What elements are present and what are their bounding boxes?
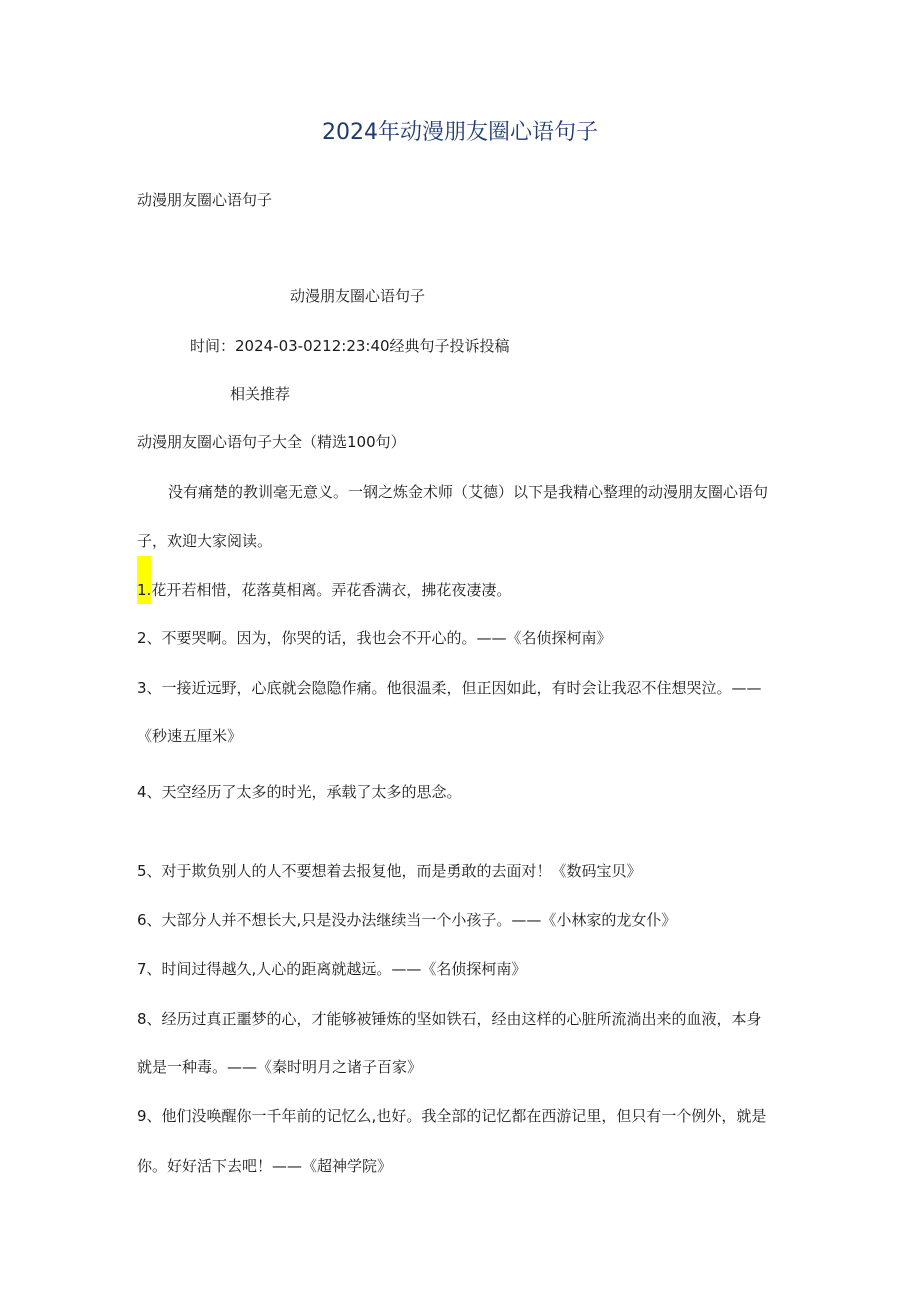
center-heading: 动漫朋友圈心语句子 xyxy=(290,287,426,305)
list-item-continuation: 《秒速五厘米》 xyxy=(137,727,243,745)
intro-paragraph-line-2: 子，欢迎大家阅读。 xyxy=(137,532,273,550)
list-item-continuation: 你。好好活下去吧！——《超神学院》 xyxy=(137,1157,393,1175)
list-item: 7、时间过得越久,人心的距离就越远。——《名侦探柯南》 xyxy=(137,960,527,978)
collection-title: 动漫朋友圈心语句子大全（精选100句） xyxy=(137,433,406,451)
meta-line: 时间：2024-03-0212:23:40经典句子投诉投稿 xyxy=(190,337,510,355)
related-recommendations: 相关推荐 xyxy=(230,385,291,403)
item-number: 1 xyxy=(137,581,147,599)
document-title: 2024年动漫朋友圈心语句子 xyxy=(322,120,598,145)
item-text: .花开若相惜，花落莫相离。弄花香满衣，拂花夜凄凄。 xyxy=(146,581,512,599)
list-item: 2、不要哭啊。因为，你哭的话，我也会不开心的。——《名侦探柯南》 xyxy=(137,629,612,647)
list-item: 9、他们没唤醒你一千年前的记忆么,也好。我全部的记忆都在西游记里，但只有一个例外，就是 xyxy=(137,1107,767,1125)
list-item xyxy=(137,580,511,600)
list-item-continuation: 就是一种毒。——《秦时明月之诸子百家》 xyxy=(137,1058,423,1076)
document-subtitle: 动漫朋友圈心语句子 xyxy=(137,191,273,209)
list-item: 6、大部分人并不想长大,只是没办法继续当一个小孩子。——《小林家的龙女仆》 xyxy=(137,911,677,929)
list-item: 5、对于欺负别人的人不要想着去报复他，而是勇敢的去面对！《数码宝贝》 xyxy=(137,862,642,880)
intro-paragraph-line-1: 没有痛楚的教训毫无意义。一钢之炼金术师（艾德）以下是我精心整理的动漫朋友圈心语句 xyxy=(168,483,769,501)
list-item: 8、经历过真正噩梦的心，才能够被锤炼的坚如铁石，经由这样的心脏所流淌出来的血液，本身 xyxy=(137,1010,762,1028)
list-item: 4、天空经历了太多的时光，承载了太多的思念。 xyxy=(137,783,462,801)
list-item: 3、一接近远野，心底就会隐隐作痛。他很温柔，但正因如此，有时会让我忍不住想哭泣。—— xyxy=(137,679,762,697)
